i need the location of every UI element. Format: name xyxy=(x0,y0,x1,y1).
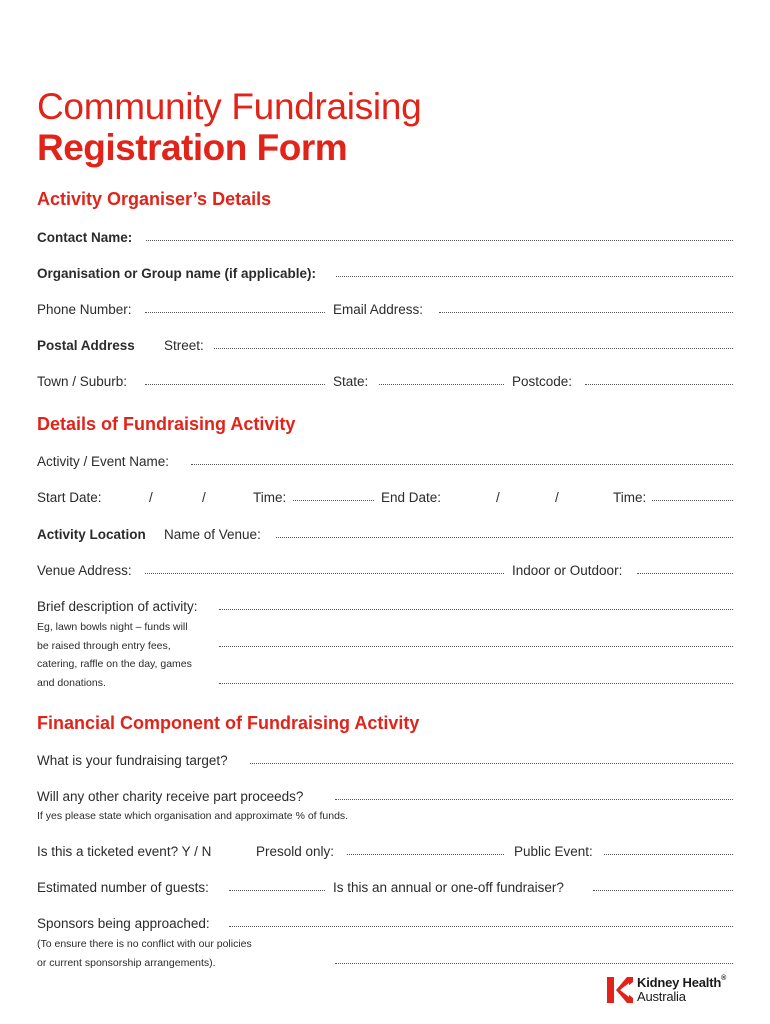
description-hint-line: be raised through entry fees, xyxy=(37,639,171,652)
organisation-field[interactable] xyxy=(336,276,733,277)
end-date-label: End Date: xyxy=(381,490,442,505)
fundraising-target-label: What is your fundraising target? xyxy=(37,753,228,768)
contact-name-label: Contact Name: xyxy=(37,230,133,245)
street-field[interactable] xyxy=(214,348,733,349)
phone-label: Phone Number: xyxy=(37,302,132,317)
postcode-label: Postcode: xyxy=(512,374,573,389)
description-hint-line: catering, raffle on the day, games xyxy=(37,658,192,670)
section-financial-heading: Financial Component of Fundraising Activity xyxy=(37,713,420,733)
start-date-slash-1: / xyxy=(149,490,153,505)
phone-field[interactable] xyxy=(145,312,325,313)
annual-field[interactable] xyxy=(593,890,733,891)
guests-label: Estimated number of guests: xyxy=(37,880,209,895)
title-line-1: Community Fundraising xyxy=(37,86,422,127)
other-charity-hint: If yes please state which organisation and approximate % of funds. xyxy=(37,810,349,822)
sponsors-hint xyxy=(37,935,252,972)
ticketed-event-label: Is this a ticketed event? Y / N xyxy=(37,844,212,859)
fundraising-target-field[interactable] xyxy=(250,763,733,764)
section-activity-heading: Details of Fundraising Activity xyxy=(37,414,296,434)
venue-address-label: Venue Address: xyxy=(37,563,132,578)
title-line-2: Registration Form xyxy=(37,127,348,168)
town-field[interactable] xyxy=(145,384,325,385)
logo-text-line-1 xyxy=(637,975,726,990)
start-date-slash-2: / xyxy=(202,490,206,505)
email-label: Email Address: xyxy=(333,302,424,317)
venue-name-field[interactable] xyxy=(276,537,733,538)
presold-label: Presold only: xyxy=(256,844,335,859)
state-label: State: xyxy=(333,374,369,389)
kidney-health-logo-icon xyxy=(607,977,633,1003)
start-time-field[interactable] xyxy=(293,500,374,501)
venue-address-field[interactable] xyxy=(145,573,504,574)
street-label: Street: xyxy=(164,338,204,353)
event-name-field[interactable] xyxy=(191,464,733,465)
brief-description-label: Brief description of activity: xyxy=(37,599,198,614)
description-hint xyxy=(37,618,192,692)
description-hint-line: and donations. xyxy=(37,676,106,689)
postcode-field[interactable] xyxy=(585,384,733,385)
public-event-label: Public Event: xyxy=(514,844,593,859)
sponsors-hint-line: or current sponsorship arrangements). xyxy=(37,956,216,969)
end-date-slash-2: / xyxy=(555,490,559,505)
sponsors-hint-line: (To ensure there is no conflict with our policies xyxy=(37,938,252,950)
state-field[interactable] xyxy=(379,384,504,385)
end-time-label: Time: xyxy=(613,490,647,505)
email-field[interactable] xyxy=(439,312,733,313)
logo-text-line-2: Australia xyxy=(637,989,686,1004)
other-charity-label: Will any other charity receive part proceeds? xyxy=(37,789,304,804)
brief-description-field-3[interactable] xyxy=(219,683,733,684)
end-time-field[interactable] xyxy=(652,500,733,501)
other-charity-field[interactable] xyxy=(335,799,733,800)
logo-name: Kidney Health xyxy=(637,975,722,990)
town-label: Town / Suburb: xyxy=(37,374,128,389)
start-time-label: Time: xyxy=(253,490,287,505)
annual-label: Is this an annual or one-off fundraiser? xyxy=(333,880,564,895)
event-name-label: Activity / Event Name: xyxy=(37,454,170,469)
sponsors-label: Sponsors being approached: xyxy=(37,916,210,931)
section-organiser-heading: Activity Organiser’s Details xyxy=(37,189,272,209)
postal-address-label: Postal Address xyxy=(37,338,135,353)
end-date-slash-1: / xyxy=(496,490,500,505)
indoor-outdoor-label: Indoor or Outdoor: xyxy=(512,563,623,578)
indoor-outdoor-field[interactable] xyxy=(637,573,733,574)
public-event-field[interactable] xyxy=(604,854,733,855)
guests-field[interactable] xyxy=(229,890,325,891)
presold-field[interactable] xyxy=(347,854,504,855)
sponsors-field-2[interactable] xyxy=(335,963,733,964)
description-hint-line: Eg, lawn bowls night – funds will xyxy=(37,621,188,633)
brief-description-field-1[interactable] xyxy=(219,609,733,610)
organisation-label: Organisation or Group name (if applicable): xyxy=(37,266,317,281)
activity-location-label: Activity Location xyxy=(37,527,146,542)
start-date-label: Start Date: xyxy=(37,490,102,505)
brief-description-field-2[interactable] xyxy=(219,646,733,647)
sponsors-field-1[interactable] xyxy=(229,926,733,927)
registered-mark: ® xyxy=(721,975,727,982)
venue-name-label: Name of Venue: xyxy=(164,527,261,542)
contact-name-field[interactable] xyxy=(146,240,733,241)
